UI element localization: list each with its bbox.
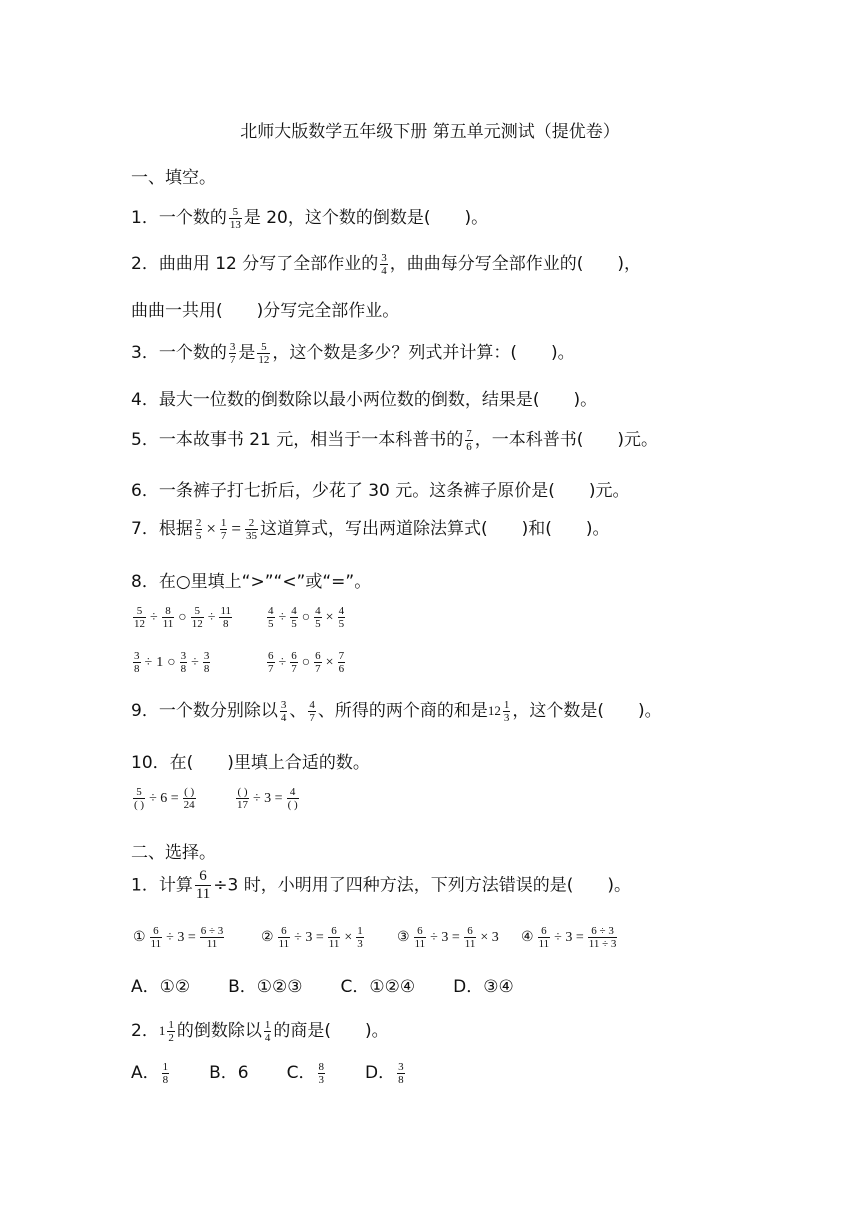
c1-option-b: B．①②③ bbox=[228, 977, 303, 997]
compare-circle: ○ bbox=[167, 654, 176, 670]
q3-fraction-1: $\frac{3}{7}$ bbox=[229, 340, 236, 366]
c2-option-c: C． $\frac{8}{3}$ bbox=[286, 1060, 324, 1086]
question-1 bbox=[131, 203, 488, 231]
q5-text-post: ，一本科普书( )元。 bbox=[474, 430, 659, 450]
q8-compare-2: $\frac{4}{5}$ ÷ $\frac{4}{5}$ ○ $\frac{4}{5}$ × $\frac{4}{5}$ bbox=[268, 605, 345, 630]
q9-fraction-b: $\frac{4}{7}$ bbox=[309, 698, 315, 724]
q2-text-post: ，曲曲每分写全部作业的( )， bbox=[389, 254, 642, 274]
q7-fraction-a: $\frac{2}{5}$ bbox=[195, 516, 202, 542]
choice-question-1: 1．计算 $\frac{6}{11}$ ÷3 时，小明用了四种方法，下列方法错误的是( )。 bbox=[131, 868, 632, 902]
c1-method-4: ④ $\frac{6}{11}$ ÷ 3 = $\frac{6 \div 3}{11 \div 3}$ bbox=[521, 925, 617, 950]
c1-fraction: $\frac{6}{11}$ bbox=[195, 868, 211, 902]
question-3 bbox=[131, 338, 575, 366]
q7-text-post: 这道算式，写出两道除法算式( )和( )。 bbox=[260, 519, 610, 539]
c1-method-3: ③ $\frac{6}{11}$ ÷ 3 = $\frac{6}{11}$ × 3 bbox=[397, 925, 499, 950]
q5-text-pre: 5．一本故事书 21 元，相当于一本科普书的 bbox=[131, 430, 464, 450]
q2-text-pre: 2．曲曲用 12 分写了全部作业的 bbox=[131, 254, 379, 274]
times-sign: × bbox=[206, 519, 216, 538]
q7-text-pre: 7．根据 bbox=[131, 519, 193, 539]
q8-compare-1: $\frac{5}{12}$ ÷ $\frac{8}{11}$ ○ $\frac{5}{12}$ ÷ $\frac{11}{8}$ bbox=[134, 605, 232, 630]
q7-fraction-c: $\frac{2}{35}$ bbox=[246, 516, 258, 542]
compare-circle: ○ bbox=[301, 609, 311, 625]
q3-text-pre: 3．一个数的 bbox=[131, 343, 227, 363]
question-10: 10．在( )里填上合适的数。 bbox=[131, 753, 370, 773]
c2-option-b: B．6 bbox=[209, 1063, 249, 1083]
q10-formula-1: 5 ( ) ÷ 6 = ( ) 24 bbox=[134, 786, 195, 811]
section-fill-in: 一、填空。 bbox=[131, 168, 216, 188]
q3-fraction-2: $\frac{5}{12}$ bbox=[258, 340, 270, 366]
q1-text-pre: 1．一个数的 bbox=[131, 208, 227, 228]
compare-circle: ○ bbox=[301, 654, 311, 670]
q9-fraction-c: $\frac{1}{3}$ bbox=[503, 698, 510, 724]
question-6: 6．一条裤子打七折后，少花了 30 元。这条裤子原价是( )元。 bbox=[131, 481, 630, 501]
q5-fraction: $\frac{7}{6}$ bbox=[466, 427, 472, 453]
equals-sign: = bbox=[231, 519, 242, 538]
q1-fraction: $\frac{5}{13}$ bbox=[229, 205, 241, 231]
c2-fraction-a: $\frac{1}{2}$ bbox=[168, 1018, 174, 1044]
q2-fraction: $\frac{3}{4}$ bbox=[381, 251, 387, 277]
question-8: 8．在○里填上“>”“<”或“=”。 bbox=[131, 572, 372, 592]
question-2 bbox=[131, 249, 641, 277]
compare-circle: ○ bbox=[178, 609, 187, 625]
q9-text-post: ，这个数是( )。 bbox=[512, 701, 662, 721]
question-5 bbox=[131, 425, 658, 453]
q10-formula-2: ( ) 17 ÷ 3 = 4 ( ) bbox=[237, 786, 298, 811]
q3-text-post: ，这个数是多少？列式并计算：( )。 bbox=[272, 343, 575, 363]
c1-method-1: ① $\frac{6}{11}$ ÷ 3 = $\frac{6 \div 3}{11}$ bbox=[133, 925, 224, 950]
q8-compare-4: $\frac{6}{7}$ ÷ $\frac{6}{7}$ ○ $\frac{6}{7}$ × $\frac{7}{6}$ bbox=[268, 650, 345, 675]
c2-option-a: A． $\frac{1}{8}$ bbox=[131, 1060, 169, 1086]
question-9: 9．一个数分别除以 $\frac{3}{4}$ 、 $\frac{4}{7}$ 、所得的两个商的和是12 $\frac{1}{3}$ ，这个数是( )。 bbox=[131, 698, 662, 724]
c1-options bbox=[131, 972, 514, 997]
q1-text-post: 是 20，这个数的倒数是( )。 bbox=[243, 208, 489, 228]
q9-text-mid: 、所得的两个商的和是 bbox=[317, 701, 488, 721]
question-2-line-2: 曲曲一共用( )分写完全部作业。 bbox=[131, 301, 400, 321]
section-choice: 二、选择。 bbox=[131, 843, 216, 863]
q8-compare-3: $\frac{3}{8}$ ÷ 1 ○ $\frac{3}{8}$ ÷ $\frac{3}{8}$ bbox=[134, 650, 210, 675]
q9-text-pre: 9．一个数分别除以 bbox=[131, 701, 278, 721]
c1-option-c: C．①②④ bbox=[340, 977, 416, 997]
c1-option-a: A．①② bbox=[131, 977, 191, 997]
c1-method-2: ② $\frac{6}{11}$ ÷ 3 = $\frac{6}{11}$ × $\frac{1}{3}$ bbox=[261, 925, 363, 950]
c1-option-d: D．③④ bbox=[453, 977, 514, 997]
c2-options bbox=[131, 1058, 407, 1086]
c2-option-d: D． $\frac{3}{8}$ bbox=[365, 1060, 404, 1086]
q3-text-mid: 是 bbox=[238, 343, 256, 363]
choice-question-2: 2．1 $\frac{1}{2}$ 的倒数除以 $\frac{1}{4}$ 的商是( )。 bbox=[131, 1018, 389, 1044]
question-4: 4．最大一位数的倒数除以最小两位数的倒数，结果是( )。 bbox=[131, 390, 598, 410]
c2-fraction-b: $\frac{1}{4}$ bbox=[264, 1018, 271, 1044]
page-title: 北师大版数学五年级下册 第五单元测试（提优卷） bbox=[240, 122, 620, 142]
q9-mixed-whole: 12 bbox=[487, 703, 501, 718]
question-7 bbox=[131, 514, 610, 542]
q9-fraction-a: $\frac{3}{4}$ bbox=[280, 698, 287, 724]
c2-mixed-whole: 1 bbox=[158, 1023, 166, 1038]
q7-fraction-b: $\frac{1}{7}$ bbox=[220, 516, 227, 542]
